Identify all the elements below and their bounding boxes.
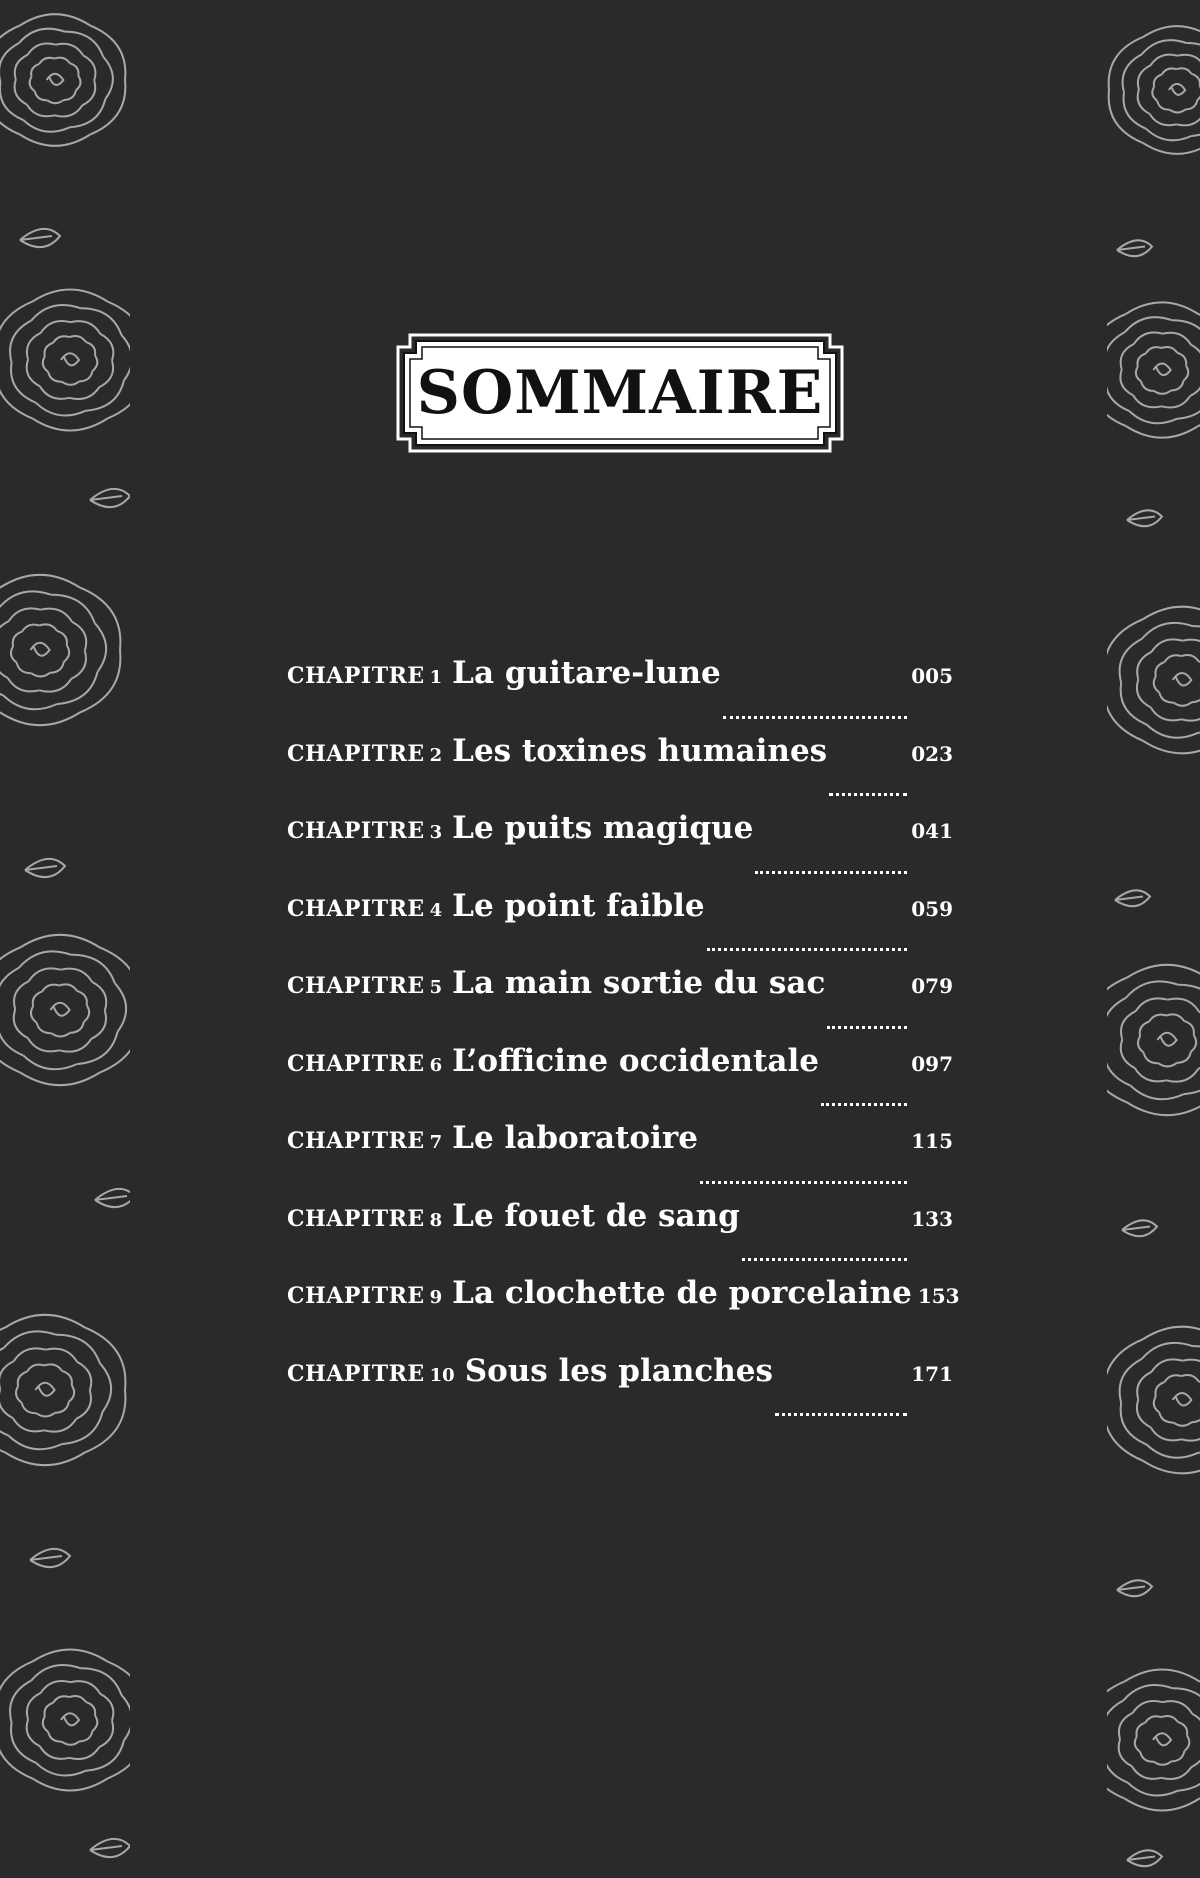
peony-icon [1107,965,1200,1115]
leaf-icon [1127,510,1162,526]
leaf-icon [90,489,130,507]
chapter-label: CHAPITRE [287,740,425,767]
peony-icon [1107,1670,1200,1811]
chapter-number: 2 [429,744,443,766]
toc-row[interactable] [287,655,953,733]
chapter-title: Sous les planches [464,1352,773,1389]
chapter-title: Les toxines humaines [452,732,828,769]
chapter-title: Le fouet de sang [452,1197,740,1234]
toc-row[interactable] [287,965,953,1043]
chapter-page: 153 [917,1284,960,1308]
peony-icon [1109,26,1200,154]
chapter-page: 171 [911,1361,953,1386]
chapter-label: CHAPITRE [287,1283,425,1309]
toc-row[interactable] [287,1353,953,1431]
toc-row[interactable] [287,1275,960,1353]
chapter-page: 079 [911,974,953,998]
dot-leader [723,716,908,719]
leaf-icon [25,859,65,877]
toc-row[interactable] [287,888,953,966]
dot-leader [755,871,907,874]
chapter-number: 7 [429,1132,443,1153]
leaf-icon [1117,240,1152,256]
chapter-number: 5 [429,977,443,998]
peony-icon [0,290,130,431]
chapter-title: La main sortie du sac [452,965,826,1001]
toc-row[interactable] [287,1120,953,1198]
chapter-label: CHAPITRE [287,663,425,689]
chapter-page: 005 [911,664,953,688]
peony-icon [0,575,120,725]
chapter-number: 8 [429,1209,443,1231]
peony-pattern-right [1107,0,1200,1878]
floral-border-left [0,0,130,1878]
leaf-icon [1127,1850,1162,1866]
peony-icon [1107,1327,1200,1474]
chapter-label: CHAPITRE [287,1205,425,1232]
chapter-label: CHAPITRE [287,1360,425,1387]
page-title: SOMMAIRE [416,358,824,428]
peony-icon [0,1650,130,1791]
chapter-label: CHAPITRE [287,895,425,922]
chapter-number: 10 [429,1364,455,1386]
dot-leader [742,1258,907,1261]
chapter-label: CHAPITRE [287,973,425,999]
leaf-icon [20,229,60,247]
peony-icon [1107,607,1200,754]
chapter-label: CHAPITRE [287,818,425,844]
dot-leader [700,1181,907,1184]
chapter-page: 041 [911,819,953,843]
chapter-number: 4 [429,899,443,921]
title-box [396,333,844,453]
peony-icon [0,1315,125,1465]
chapter-title: L’officine occidentale [452,1042,819,1079]
leaf-icon [30,1549,70,1567]
chapter-number: 3 [429,822,443,843]
chapter-title: Le puits magique [452,810,754,846]
dot-leader [827,1026,907,1029]
chapter-page: 097 [911,1051,953,1076]
peony-icon [0,14,125,146]
toc-row[interactable] [287,810,953,888]
chapter-page: 023 [911,741,953,766]
chapter-title: Le point faible [452,887,705,924]
chapter-label: CHAPITRE [287,1050,425,1077]
chapter-number: 6 [429,1054,443,1076]
chapter-title: La guitare-lune [452,655,721,691]
leaf-icon [95,1189,130,1207]
chapter-title: Le laboratoire [452,1120,698,1156]
chapter-title: La clochette de porcelaine [452,1275,912,1311]
table-of-contents [287,655,960,1430]
peony-pattern-left [0,0,130,1878]
leaf-icon [1117,1580,1152,1596]
chapter-label: CHAPITRE [287,1128,425,1154]
toc-row[interactable] [287,733,953,811]
leaf-icon [90,1839,130,1857]
chapter-number: 1 [429,667,443,688]
dot-leader [829,793,907,796]
toc-row[interactable] [287,1043,953,1121]
toc-row[interactable] [287,1198,953,1276]
floral-border-right [1107,0,1200,1878]
dot-leader [821,1103,907,1106]
peony-icon [0,935,130,1085]
chapter-page: 115 [911,1129,953,1153]
leaf-icon [1122,1220,1157,1236]
peony-icon [1107,302,1200,437]
dot-leader [707,948,908,951]
leaf-icon [1115,890,1150,906]
chapter-number: 9 [429,1287,443,1308]
chapter-page: 059 [911,896,953,921]
chapter-page: 133 [911,1206,953,1231]
dot-leader [775,1413,907,1416]
